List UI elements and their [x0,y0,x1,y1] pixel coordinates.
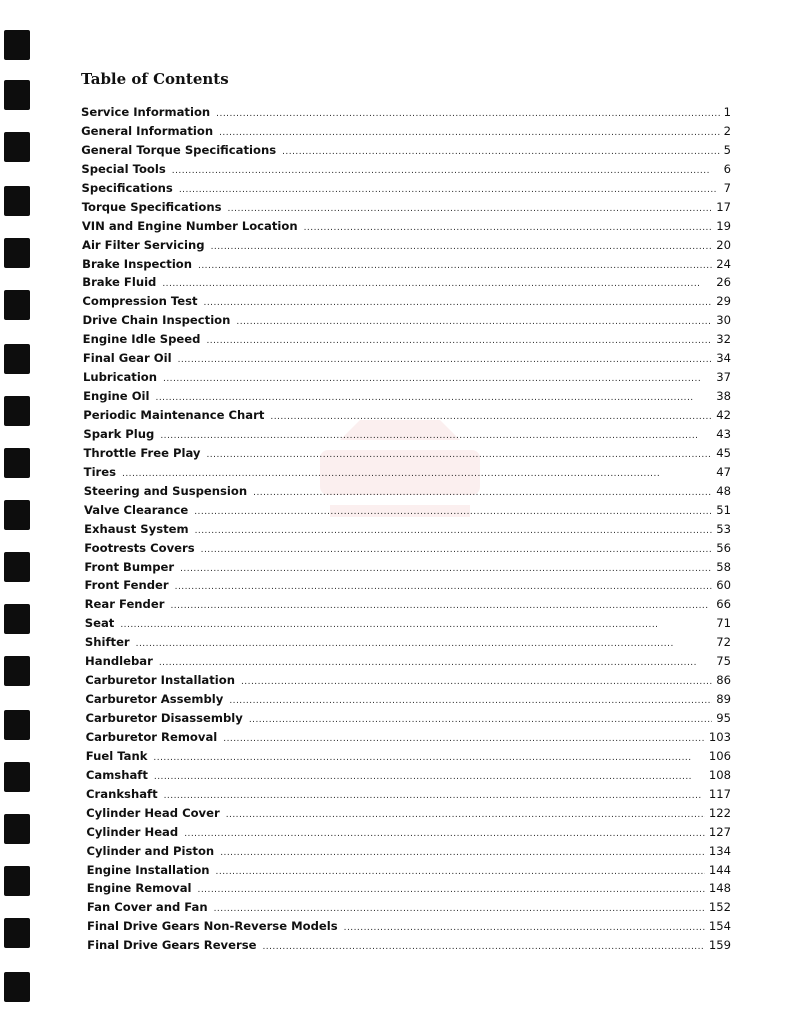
toc-entry-label: Engine Oil [83,389,150,404]
spiral-binding [0,0,40,1035]
toc-entry[interactable] [81,842,731,861]
binding-hole [4,132,30,162]
toc-entry[interactable] [81,747,731,766]
toc-entry[interactable] [81,406,731,425]
toc-entry[interactable] [81,879,731,898]
toc-leader-dots [262,938,704,957]
toc-entry-page-number: 60 [716,578,731,593]
toc-entry-label: Shifter [84,635,130,650]
toc-entry[interactable] [81,690,731,709]
toc-leader-dots [163,370,712,389]
toc-entry-page-number: 51 [716,502,731,517]
toc-entry[interactable] [81,217,731,236]
toc-entry[interactable] [81,652,731,671]
toc-entry[interactable] [81,103,731,122]
toc-entry-label: VIN and Engine Number Location [81,218,298,233]
toc-entry-label: Fan Cover and Fan [86,900,208,915]
toc-entry-page-number: 19 [716,218,731,233]
binding-hole [4,290,30,320]
toc-entry[interactable] [81,520,731,539]
toc-entry-label: Handlebar [85,654,153,669]
toc-entry-page-number: 29 [716,294,731,309]
toc-entry[interactable] [81,595,731,614]
toc-entry[interactable] [81,671,731,690]
toc-leader-dots [206,332,712,351]
binding-hole [4,866,30,896]
toc-entry-label: Engine Removal [86,881,192,896]
toc-entry[interactable] [81,122,731,141]
toc-entry-page-number: 6 [723,161,731,176]
toc-leader-dots [201,541,713,560]
toc-leader-dots [344,919,705,938]
toc-leader-dots [162,275,712,294]
binding-hole [4,918,30,948]
toc-entry-label: Exhaust System [84,521,189,536]
toc-entry-page-number: 30 [716,313,731,328]
toc-entry-label: Cylinder Head Cover [86,805,220,820]
toc-entry-label: Special Tools [81,161,166,176]
toc-entry[interactable] [81,236,731,255]
toc-entry-label: Cylinder Head [86,824,179,839]
toc-leader-dots [220,844,705,863]
toc-entry[interactable] [81,576,731,595]
binding-hole [4,814,30,844]
toc-entry-page-number: 75 [716,654,731,669]
toc-leader-dots [172,162,720,181]
toc-entry[interactable] [81,292,731,311]
toc-entry-label: Cylinder and Piston [86,843,215,858]
binding-hole [4,396,30,426]
binding-hole [4,344,30,374]
binding-hole [4,710,30,740]
toc-leader-dots [206,446,712,465]
toc-entry-page-number: 58 [716,559,731,574]
toc-entry[interactable] [81,917,731,936]
toc-entry-page-number: 127 [708,824,731,839]
toc-entry[interactable] [81,539,731,558]
toc-entry-label: Front Bumper [84,559,175,574]
toc-entry-page-number: 154 [708,919,731,934]
toc-entry[interactable] [81,444,731,463]
toc-entry-label: Steering and Suspension [83,483,248,498]
toc-entry-label: Spark Plug [83,426,155,441]
toc-entry[interactable] [81,255,731,274]
toc-entry-page-number: 134 [708,843,731,858]
toc-entry-page-number: 47 [716,464,731,479]
toc-entry-page-number: 144 [708,862,731,877]
toc-entry[interactable] [81,785,731,804]
toc-entry[interactable] [81,804,731,823]
toc-entry-label: Engine Idle Speed [82,332,201,347]
toc-entry-page-number: 117 [708,786,731,801]
toc-leader-dots [136,635,713,654]
toc-leader-dots [249,711,712,730]
table-of-contents [81,103,731,955]
toc-entry[interactable] [81,141,731,160]
toc-entry[interactable] [81,482,731,501]
toc-entry[interactable] [81,823,731,842]
toc-leader-dots [170,597,712,616]
toc-leader-dots [282,143,720,162]
toc-entry-label: Valve Clearance [83,502,189,517]
toc-entry-page-number: 43 [716,426,731,441]
toc-entry-label: Crankshaft [86,786,158,801]
toc-entry-label: Carburetor Disassembly [85,711,243,725]
toc-entry[interactable] [81,330,731,349]
toc-leader-dots [120,616,712,635]
toc-entry-label: Final Drive Gears Non-Reverse Models [87,919,338,934]
toc-leader-dots [154,768,705,787]
toc-entry-page-number: 37 [716,370,731,385]
toc-entry-label: Carburetor Installation [85,673,235,688]
toc-entry-label: Camshaft [85,767,148,782]
toc-entry-label: Seat [84,616,115,631]
toc-leader-dots [204,294,713,313]
toc-entry[interactable] [81,387,731,406]
toc-entry-page-number: 53 [716,521,731,536]
binding-hole [4,552,30,582]
toc-entry-label: Brake Inspection [82,256,193,271]
toc-leader-dots [198,257,712,276]
toc-entry-page-number: 7 [723,180,731,195]
toc-entry-label: Compression Test [82,294,198,309]
toc-entry-page-number: 20 [716,237,731,252]
toc-entry-page-number: 159 [708,938,731,953]
toc-leader-dots [211,238,713,257]
toc-entry-label: Carburetor Removal [85,729,218,744]
toc-leader-dots [160,427,712,446]
binding-hole [4,972,30,1002]
toc-entry-page-number: 56 [716,540,731,555]
toc-leader-dots [216,105,719,124]
toc-entry-page-number: 26 [716,275,731,290]
toc-entry[interactable] [81,709,731,728]
toc-leader-dots [184,825,705,844]
toc-entry[interactable] [81,861,731,880]
toc-leader-dots [236,313,712,332]
toc-entry-label: General Torque Specifications [81,142,277,157]
toc-leader-dots [195,522,713,541]
toc-entry-label: Brake Fluid [82,275,157,290]
binding-hole [4,80,30,110]
toc-entry[interactable] [81,728,731,747]
toc-entry-page-number: 17 [716,199,731,214]
toc-leader-dots [153,749,704,768]
toc-entry-page-number: 66 [716,597,731,612]
toc-entry-label: Final Drive Gears Reverse [87,938,257,953]
toc-entry-label: Air Filter Servicing [81,237,205,252]
toc-leader-dots [270,408,712,427]
toc-entry[interactable] [81,501,731,520]
toc-leader-dots [304,219,713,238]
toc-entry-label: Tires [83,464,117,479]
toc-entry-page-number: 89 [716,692,731,707]
toc-entry[interactable] [81,198,731,217]
toc-leader-dots [164,787,705,806]
toc-leader-dots [241,673,712,692]
toc-entry-label: Footrests Covers [84,540,195,555]
toc-entry-label: General Information [81,123,214,138]
binding-hole [4,30,30,60]
binding-hole [4,604,30,634]
toc-entry-page-number: 24 [716,256,731,271]
binding-hole [4,186,30,216]
toc-leader-dots [229,692,712,711]
binding-hole [4,448,30,478]
toc-entry-page-number: 95 [716,711,731,725]
toc-entry-page-number: 42 [716,408,731,422]
toc-leader-dots [194,503,712,522]
toc-entry[interactable] [81,633,731,652]
toc-entry-label: Final Gear Oil [82,351,172,366]
toc-entry[interactable] [81,311,731,330]
toc-entry-label: Front Fender [84,578,169,593]
toc-entry-label: Rear Fender [84,597,165,612]
toc-leader-dots [179,181,720,200]
toc-entry[interactable] [81,558,731,577]
toc-entry-label: Torque Specifications [81,199,222,214]
toc-entry-page-number: 2 [723,123,731,138]
toc-entry[interactable] [81,463,731,482]
toc-entry-label: Throttle Free Play [83,445,201,460]
toc-entry-page-number: 71 [716,616,731,631]
page-title: Table of Contents [81,70,229,88]
toc-entry[interactable] [81,179,731,198]
toc-entry-page-number: 1 [723,105,731,119]
toc-entry-page-number: 72 [716,635,731,650]
toc-entry-page-number: 106 [708,748,731,763]
toc-entry[interactable] [81,349,731,368]
toc-leader-dots [178,351,713,370]
toc-entry-page-number: 38 [716,389,731,404]
toc-entry-page-number: 45 [716,445,731,460]
toc-entry[interactable] [81,160,731,179]
toc-entry[interactable] [81,273,731,292]
binding-hole [4,500,30,530]
toc-leader-dots [175,578,713,597]
toc-entry-page-number: 122 [708,805,731,820]
toc-entry-label: Service Information [81,105,211,119]
toc-entry-label: Fuel Tank [85,748,148,763]
toc-entry-label: Specifications [81,180,173,195]
toc-entry-page-number: 34 [716,351,731,366]
toc-leader-dots [216,863,705,882]
binding-hole [4,762,30,792]
toc-leader-dots [198,881,705,900]
toc-entry-page-number: 103 [708,729,731,744]
toc-entry-page-number: 48 [716,483,731,498]
toc-entry-page-number: 148 [708,881,731,896]
toc-leader-dots [226,806,705,825]
toc-entry-page-number: 32 [716,332,731,347]
toc-entry-label: Lubrication [82,370,158,385]
toc-leader-dots [180,560,712,579]
toc-entry[interactable] [81,936,731,955]
toc-leader-dots [223,730,705,749]
binding-hole [4,656,30,686]
toc-leader-dots [219,124,720,143]
toc-entry-label: Engine Installation [86,862,210,877]
toc-entry[interactable] [81,766,731,785]
toc-leader-dots [253,484,712,503]
toc-entry-page-number: 108 [708,767,731,782]
toc-entry[interactable] [81,425,731,444]
toc-entry-page-number: 152 [708,900,731,915]
toc-entry[interactable] [81,614,731,633]
toc-entry-label: Drive Chain Inspection [82,313,231,328]
toc-entry[interactable] [81,898,731,917]
toc-entry-page-number: 86 [716,673,731,688]
toc-leader-dots [159,654,712,673]
toc-entry[interactable] [81,368,731,387]
toc-entry-label: Carburetor Assembly [85,692,224,707]
toc-entry-label: Periodic Maintenance Chart [83,408,265,422]
binding-hole [4,238,30,268]
toc-entry-page-number: 5 [723,142,731,157]
